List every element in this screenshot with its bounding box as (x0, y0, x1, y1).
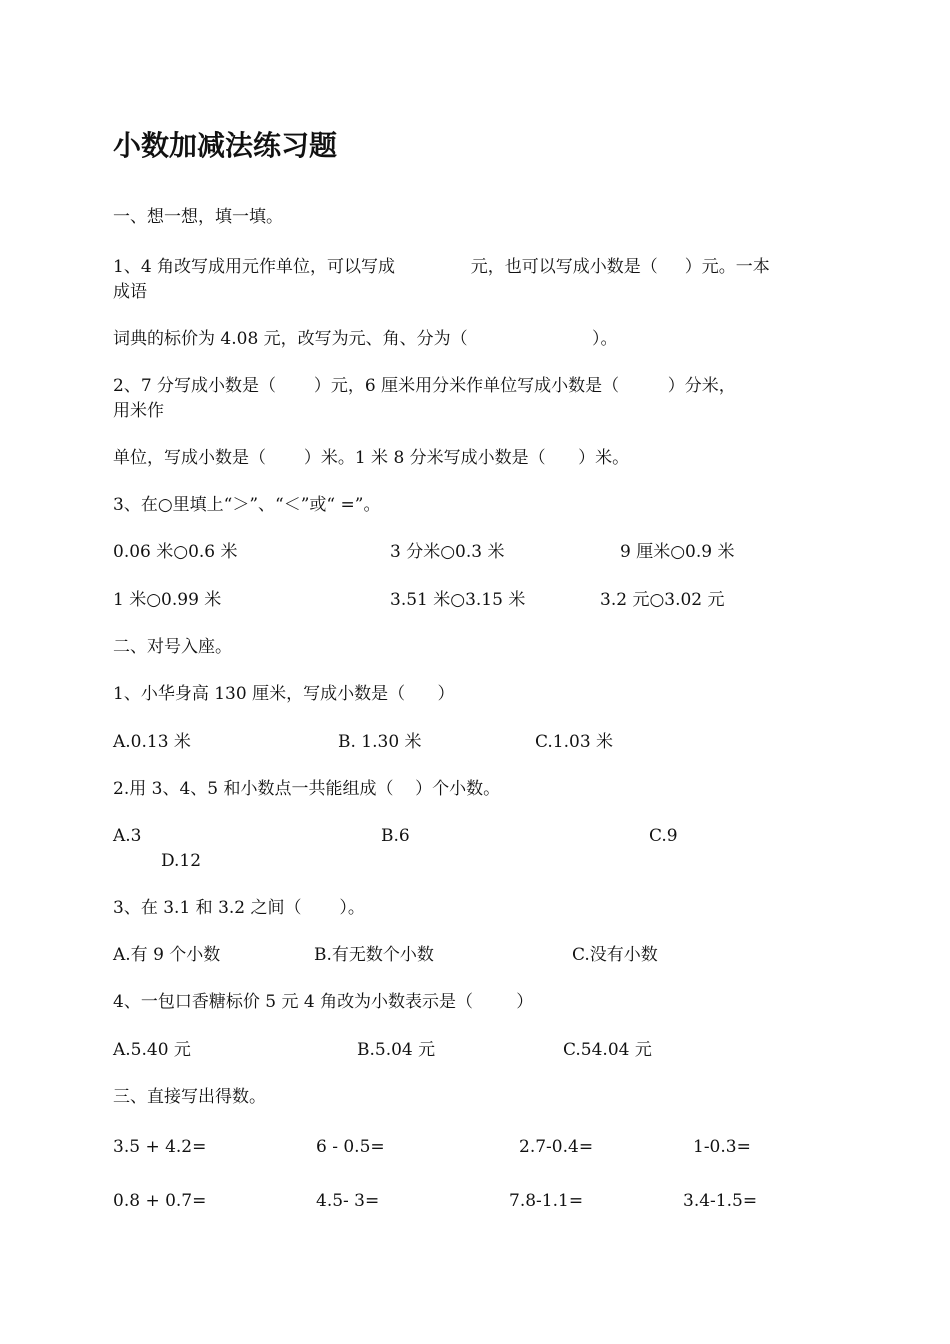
page-title: 小数加减法练习题 (113, 129, 338, 162)
s2-q1: 1、小华身高 130 厘米，写成小数是（ ） (113, 684, 455, 704)
calc-item: 1-0.3= (693, 1137, 751, 1157)
option-item: A.3 (113, 826, 142, 846)
compare-item: 0.06 米○0.6 米 (113, 542, 238, 562)
section3-heading: 三、直接写出得数。 (113, 1087, 266, 1107)
option-item: B. 1.30 米 (338, 732, 422, 752)
option-item: B.6 (381, 826, 410, 846)
s1-q2-line2: 单位，写成小数是（ ）米。1 米 8 分米写成小数是（ ）米。 (113, 448, 630, 468)
calc-item: 3.4-1.5= (683, 1191, 758, 1211)
s1-q1-line1: 1、4 角改写成用元作单位，可以写成 元，也可以写成小数是（ ）元。一本 (113, 257, 770, 277)
section1-heading: 一、想一想，填一填。 (113, 207, 283, 227)
s1-q1-line1b: 成语 (113, 282, 147, 302)
s2-q2: 2.用 3、4、5 和小数点一共能组成（ ）个小数。 (113, 779, 501, 799)
calc-item: 7.8-1.1= (509, 1191, 584, 1211)
option-item: A.有 9 个小数 (113, 945, 221, 965)
compare-item: 1 米○0.99 米 (113, 590, 222, 610)
calc-item: 6 - 0.5= (316, 1137, 385, 1157)
section2-heading: 二、对号入座。 (113, 637, 232, 657)
s2-q4: 4、一包口香糖标价 5 元 4 角改为小数表示是（ ） (113, 992, 534, 1012)
option-item: C.没有小数 (572, 945, 658, 965)
option-item: C.1.03 米 (535, 732, 614, 752)
s2-q3: 3、在 3.1 和 3.2 之间（ ）。 (113, 898, 365, 918)
option-item: B.5.04 元 (357, 1040, 436, 1060)
s1-q2-line1b: 用米作 (113, 401, 164, 421)
s1-q2-line1: 2、7 分写成小数是（ ）元，6 厘米用分米作单位写成小数是（ ）分米， (113, 376, 736, 396)
option-item: C.9 (649, 826, 678, 846)
option-item: D.12 (161, 851, 202, 871)
calc-item: 3.5 + 4.2= (113, 1137, 207, 1157)
compare-item: 3 分米○0.3 米 (390, 542, 505, 562)
compare-item: 9 厘米○0.9 米 (620, 542, 735, 562)
calc-item: 0.8 + 0.7= (113, 1191, 207, 1211)
option-item: B.有无数个小数 (314, 945, 434, 965)
s1-q3: 3、在○里填上“＞”、“＜”或“ =”。 (113, 495, 381, 515)
s1-q1-line2: 词典的标价为 4.08 元，改写为元、角、分为（ ）。 (113, 329, 618, 349)
option-item: A.5.40 元 (113, 1040, 191, 1060)
option-item: C.54.04 元 (563, 1040, 652, 1060)
compare-item: 3.51 米○3.15 米 (390, 590, 526, 610)
compare-item: 3.2 元○3.02 元 (600, 590, 725, 610)
option-item: A.0.13 米 (113, 732, 191, 752)
calc-item: 2.7-0.4= (519, 1137, 594, 1157)
calc-item: 4.5- 3= (316, 1191, 380, 1211)
